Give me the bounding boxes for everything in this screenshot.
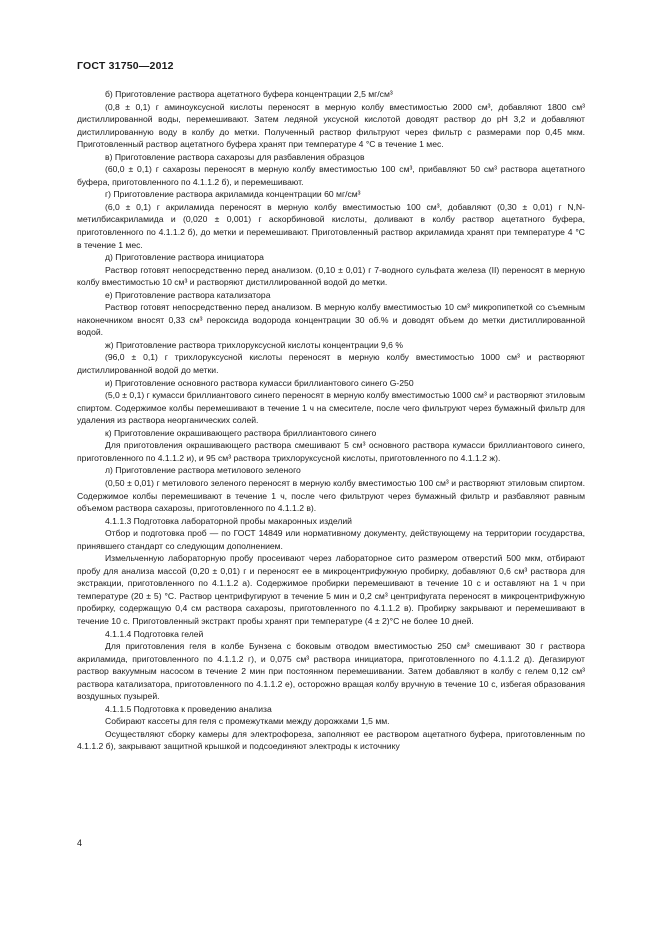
paragraph-s4113-title: 4.1.1.3 Подготовка лабораторной пробы макаронных изделий: [105, 515, 352, 526]
standard-header: ГОСТ 31750—2012: [77, 60, 174, 72]
paragraph-zh-title: ж) Приготовление раствора трихлоруксусной кислоты концентрации 9,6 %: [105, 339, 403, 350]
paragraph-v-text: (60,0 ± 0,1) г сахарозы переносят в мерную колбу вместимостью 100 см³, прибавляют 50 см³ раствора ацетатного буфера, приготовленного по 4.1.1.2 б), и перемешивают.: [77, 164, 585, 187]
page-number: 4: [77, 838, 83, 848]
paragraph-g-text: (6,0 ± 0,1) г акриламида переносят в мерную колбу вместимостью 100 см³, добавляют (0,30 ± 0,01) г N,N-метилбисакриламида и (0,020 ± 0,001) г аскорбиновой кислоты, доливают в колбу раствор ацетатного буфера, приготовленного по 4.1.1.2 б), до метки и перемешивают. Приготовленный раствор акриламида хранят при температуре 4 °С в течение 1 мес.: [77, 201, 585, 250]
paragraph-s4115-p1: Собирают кассеты для геля с промежутками между дорожками 1,5 мм.: [105, 716, 390, 727]
paragraph-i-title: и) Приготовление основного раствора кумасси бриллиантового синего G-250: [105, 377, 414, 388]
paragraph-s4114-title: 4.1.1.4 Подготовка гелей: [105, 628, 204, 639]
paragraph-s4113-p1: Отбор и подготовка проб — по ГОСТ 14849 или нормативному документу, действующему на территории государства, принявшего стандарт со следующим дополнением.: [77, 528, 585, 551]
paragraph-zh-text: (96,0 ± 0,1) г трихлоруксусной кислоты переносят в мерную колбу вместимостью 1000 см³ и растворяют дистиллированной водой до метки.: [77, 352, 585, 376]
paragraph-d-text: Раствор готовят непосредственно перед анализом. (0,10 ± 0,01) г 7-водного сульфата железа (II) переносят в мерную колбу вместимостью 10 см³ и растворяют дистиллированной водой до метки.: [77, 264, 585, 288]
paragraph-b-title: б) Приготовление раствора ацетатного буфера концентрации 2,5 мг/см³: [105, 89, 393, 99]
paragraph-i-text: (5,0 ± 0,1) г кумасси бриллиантового синего переносят в мерную колбу вместимостью 1000 см³ и растворяют этиловым спиртом. Содержимое колбы перемешивают в течение 1 ч на смесителе, после чего фильтруют через бумажный фильтр для удаления из раствора неорганических солей.: [77, 390, 585, 426]
paragraph-g-title: г) Приготовление раствора акриламида концентрации 60 мг/см³: [105, 189, 361, 200]
document-body: [77, 88, 585, 753]
paragraph-s4113-p2: Измельченную лабораторную пробу просеивают через лабораторное сито размером отверстий 500 мкм, отбирают пробу для анализа массой (0,20 ± 0,01) г и переносят ее в микроцентрифужную пробирку, добавляют 0,6 см³ раствора для экстракции, приготовленного по 4.1.1.2 а). Содержимое пробирки перемешивают в течение 10 с и оставляют на 1 ч при температуре (20 ± 5) °С. Раствор центрифугируют в течение 5 мин и 0,2 см³ центрифугата переносят в микроцентрифужную пробирку, содержащую 0,4 см раствора сахарозы, приготовленного по 4.1.1.2 в). Пробирку закрывают и перемешивают в течение 10 с. Приготовленный экстракт пробы хранят при температуре (4 ± 2)°С не более 10 дней.: [77, 553, 585, 626]
paragraph-d-title: д) Приготовление раствора инициатора: [105, 252, 264, 263]
paragraph-s4114-p1: Для приготовления геля в колбе Бунзена с боковым отводом вместимостью 250 см³ смешивают 30 г раствора акриламида, приготовленного по 4.1.1.2 г), и 0,075 см³ раствора инициатора, приготовленного по 4.1.1.2 д). Дегазируют раствор вакуумным насосом в течение 2 мин при постоянном перемешивании. Затем добавляют в колбу с гелем 0,12 см³ раствора катализатора, приготовленного по 4.1.1.2 е), осторожно вращая колбу вручную в течение 10 с, избегая образования воздушных пузырей.: [77, 641, 585, 702]
paragraph-l-title: л) Приготовление раствора метилового зеленого: [105, 465, 301, 476]
paragraph-s4115-title: 4.1.1.5 Подготовка к проведению анализа: [105, 703, 272, 714]
paragraph-k-text: Для приготовления окрашивающего раствора смешивают 5 см³ основного раствора кумасси бриллиантового синего, приготовленного по 4.1.1.2 и), и 95 см³ раствора трихлоруксусной кислоты, приготовленного по 4.1.1.2 ж).: [77, 440, 585, 463]
paragraph-e-title: е) Приготовление раствора катализатора: [105, 289, 271, 300]
paragraph-v-title: в) Приготовление раствора сахарозы для разбавления образцов: [105, 151, 365, 162]
paragraph-k-title: к) Приготовление окрашивающего раствора бриллиантового синего: [105, 427, 377, 438]
paragraph-s4115-p2: Осуществляют сборку камеры для электрофореза, заполняют ее раствором ацетатного буфера, приготовленным по 4.1.1.2 б), закрывают защитной крышкой и подсоединяют электроды к источнику: [77, 728, 585, 752]
paragraph-b-text: (0,8 ± 0,1) г аминоуксусной кислоты переносят в мерную колбу вместимостью 2000 см³, добавляют 1800 см³ дистиллированной воды, перемешивают. Затем ледяной уксусной кислотой доводят раствор до pH 3,2 и добавляют дистиллированную воду в колбу до метки. Полученный раствор фильтруют через фильтр с размерами пор 0,45 мкм. Приготовленный раствор ацетатного буфера хранят при температуре 4 °С в течение 1 мес.: [77, 101, 585, 150]
paragraph-l-text: (0,50 ± 0,01) г метилового зеленого переносят в мерную колбу вместимостью 100 см³ и растворяют этиловым спиртом. Содержимое колбы перемешивают в течение 1 ч, после чего фильтруют через бумажный фильтр и разбавляют равным объемом раствора сахарозы, приготовленного по 4.1.1.2 в).: [77, 477, 585, 514]
paragraph-e-text: Раствор готовят непосредственно перед анализом. В мерную колбу вместимостью 10 см³ микропипеткой со съемным наконечником вносят 0,33 см³ пероксида водорода концентрации 30 об.% и доводят объем до метки дистиллированной водой.: [77, 302, 585, 338]
